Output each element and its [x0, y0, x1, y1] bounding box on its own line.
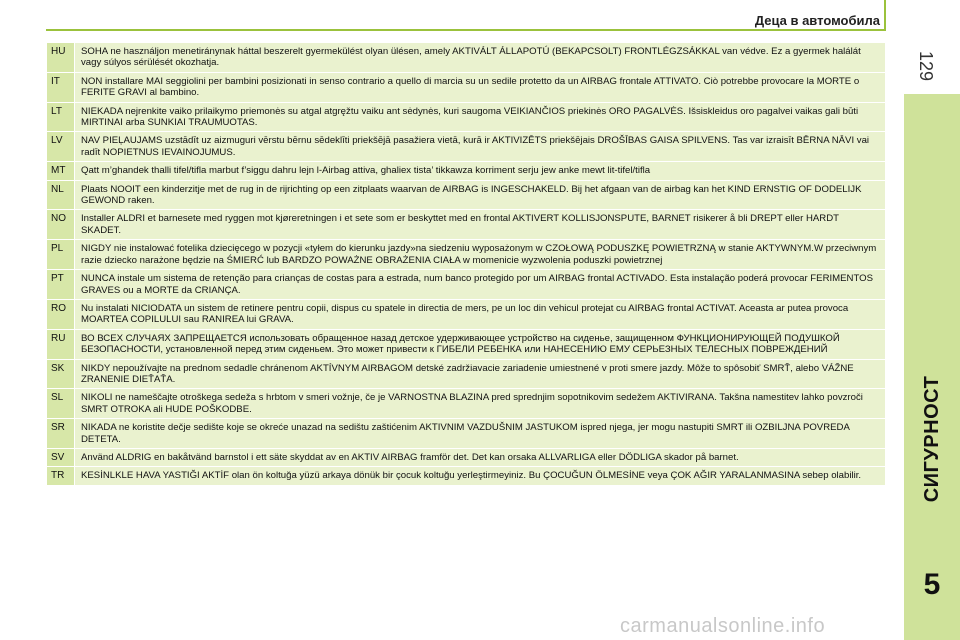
language-code-cell: TR: [47, 467, 75, 485]
table-row: [47, 329, 886, 359]
language-code-cell: NO: [47, 210, 75, 240]
header-divider: [46, 29, 886, 31]
table-row: [47, 359, 886, 389]
language-code-cell: PL: [47, 240, 75, 270]
page-header-title: Деца в автомобила: [754, 13, 880, 28]
table-row: [47, 43, 886, 73]
language-code-cell: SL: [47, 389, 75, 419]
language-code-cell: RU: [47, 329, 75, 359]
table-row: [47, 419, 886, 449]
table-row: [47, 132, 886, 162]
table-row: [47, 210, 886, 240]
airbag-warning-table: [46, 42, 886, 486]
table-row: [47, 467, 886, 485]
warning-text-cell: ВО ВСЕХ СЛУЧАЯХ ЗАПРЕЩАЕТСЯ использовать обращенное назад детское удерживающее устройство на сиденье, защищенном ФУНКЦИОНИРУЮЩЕЙ ПОДУШКОЙ БЕЗОПАСНОСТИ, установленной перед этим сиденьем. Это может привести к ГИБЕЛИ РЕБЕНКА или НАНЕСЕНИЮ ЕМУ СЕРЬЕЗНЫХ ТЕЛЕСНЫХ ПОВРЕЖДЕНИЙ: [75, 329, 886, 359]
language-code-cell: MT: [47, 162, 75, 180]
table-row: [47, 102, 886, 132]
table-row: [47, 162, 886, 180]
table-row: [47, 72, 886, 102]
warning-text-cell: SOHA ne használjon menetiránynak háttal beszerelt gyermekülést olyan ülésen, amely AKTIVÁLT ÁLLAPOTÚ (BEKAPCSOLT) FRONTLÉGZSÁKKAL van védve. Ez a gyermek halálát vagy súlyos sérülését okozhatja.: [75, 43, 886, 73]
warning-text-cell: NUNCA instale um sistema de retenção para crianças de costas para a estrada, num banco protegido por um AIRBAG frontal ACTIVADO. Esta instalação poderá provocar FERIMENTOS GRAVES ou a MORTE da CRIANÇA.: [75, 270, 886, 300]
language-code-cell: LT: [47, 102, 75, 132]
chapter-tab-label: СИГУРНОСТ: [920, 375, 943, 503]
warning-text-cell: NIEKADA nejrenkite vaiko prilaikymo priemonės su atgal atgręžtu vaiku ant sėdynės, kuri saugoma VEIKIANČIOS priekinės ORO PAGALVĖS. Išsiskleidus oro pagalvei vaikas gali būti MIRTINAI arba SUNKIAI TRAUMUOTAS.: [75, 102, 886, 132]
warning-text-cell: NIKADA ne koristite dečje sedište koje se okreće unazad na sedištu zaštićenim AKTIVNIM VAZDUŠNIM JASTUKOM ispred njega, jer mogu nastupiti SMRT ili OZBILJNA POVREDA DETETA.: [75, 419, 886, 449]
language-code-cell: IT: [47, 72, 75, 102]
table-row: [47, 180, 886, 210]
warning-text-cell: KESİNLKLE HAVA YASTIĞI AKTİF olan ön koltuğa yüzü arkaya dönük bir çocuk koltuğu yerleştirmeyiniz. Bu ÇOCUĞUN ÖLMESİNE veya ÇOK AĞIR YARALANMASINA sebep olabilir.: [75, 467, 886, 485]
table-row: [47, 448, 886, 466]
language-code-cell: LV: [47, 132, 75, 162]
language-code-cell: SR: [47, 419, 75, 449]
warning-text-cell: NIKOLI ne nameščajte otroškega sedeža s hrbtom v smeri vožnje, če je VARNOSTNA BLAZINA pred sprednjim sopotnikovim sedežem AKTIVIRANA. Takšna namestitev lahko povzroči SMRT OTROKA ali HUDE POŠKODBE.: [75, 389, 886, 419]
language-code-cell: SV: [47, 448, 75, 466]
warning-text-cell: NIKDY nepoužívajte na prednom sedadle chránenom AKTÍVNYM AIRBAGOM detské zadržiavacie zariadenie umiestnené v proti smere jazdy. Môže to spôsobiť SMRŤ, alebo VÁŽNE ZRANENIE DIEŤAŤA.: [75, 359, 886, 389]
language-code-cell: RO: [47, 299, 75, 329]
language-code-cell: PT: [47, 270, 75, 300]
language-code-cell: SK: [47, 359, 75, 389]
page-number: 129: [916, 50, 937, 82]
language-code-cell: HU: [47, 43, 75, 73]
warning-text-cell: NAV PIEĻAUJAMS uzstādīt uz aizmuguri vērstu bērnu sēdeklīti priekšējā pasažiera vietā, kurā ir AKTIVIZĒTS priekšējais DROŠĪBAS GAISA SPILVENS. Tas var izraisīt BĒRNA NĀVI vai radīt NOPIETNUS IEVAINOJUMUS.: [75, 132, 886, 162]
chapter-side-tab[interactable]: [904, 94, 960, 640]
warning-table-body: [47, 43, 886, 486]
warning-text-cell: NON installare MAI seggiolini per bambini posizionati in senso contrario a quello di marcia su un sedile protetto da un AIRBAG frontale ATTIVATO. Ciò potrebbe provocare la MORTE o FERITE GRAVI al bambino.: [75, 72, 886, 102]
language-code-cell: NL: [47, 180, 75, 210]
warning-text-cell: Qatt m’ghandek thalli tifel/tifla marbut f’siggu dahru lejn l-Airbag attiva, ghaliex tista’ tikkawza korriment serju jew anke mewt lit-tifel/tifla: [75, 162, 886, 180]
watermark-text: carmanualsonline.info: [620, 615, 826, 637]
header-accent-tick: [884, 0, 886, 31]
chapter-number: 5: [923, 568, 941, 601]
warning-text-cell: Använd ALDRIG en bakåtvänd barnstol i ett säte skyddat av en AKTIV AIRBAG framför det. Det kan orsaka ALLVARLIGA eller DÖDLIGA skador på barnet.: [75, 448, 886, 466]
warning-text-cell: NIGDY nie instalować fotelika dziecięcego w pozycji «tyłem do kierunku jazdy»na siedzeniu wyposażonym w CZOŁOWĄ PODUSZKĘ POWIETRZNĄ w stanie AKTYWNYM.W przeciwnym razie dziecko narażone będzie na ŚMIERĆ lub BARDZO POWAŻNE OBRAŻENIA CIAŁA w momenicie wyzwolenia poduszki powietrznej: [75, 240, 886, 270]
table-row: [47, 389, 886, 419]
warning-text-cell: Nu instalati NICIODATA un sistem de retinere pentru copii, dispus cu spatele in directia de mers, pe un loc din vehicul protejat cu AIRBAG frontal ACTIVAT. Aceasta ar putea provoca MOARTEA COPILULUI sau RANIREA lui GRAVA.: [75, 299, 886, 329]
warning-text-cell: Installer ALDRI et barnesete med ryggen mot kjøreretningen i et sete som er beskyttet med en frontal AKTIVERT KOLLISJONSPUTE, BARNET risikerer å bli DREPT eller HARDT SKADET.: [75, 210, 886, 240]
table-row: [47, 299, 886, 329]
warning-text-cell: Plaats NOOIT een kinderzitje met de rug in de rijrichting op een zitplaats waarvan de AIRBAG is INGESCHAKELD. Bij het afgaan van de airbag kan het KIND ERNSTIG OF DODELIJK GEWOND raken.: [75, 180, 886, 210]
table-row: [47, 270, 886, 300]
table-row: [47, 240, 886, 270]
